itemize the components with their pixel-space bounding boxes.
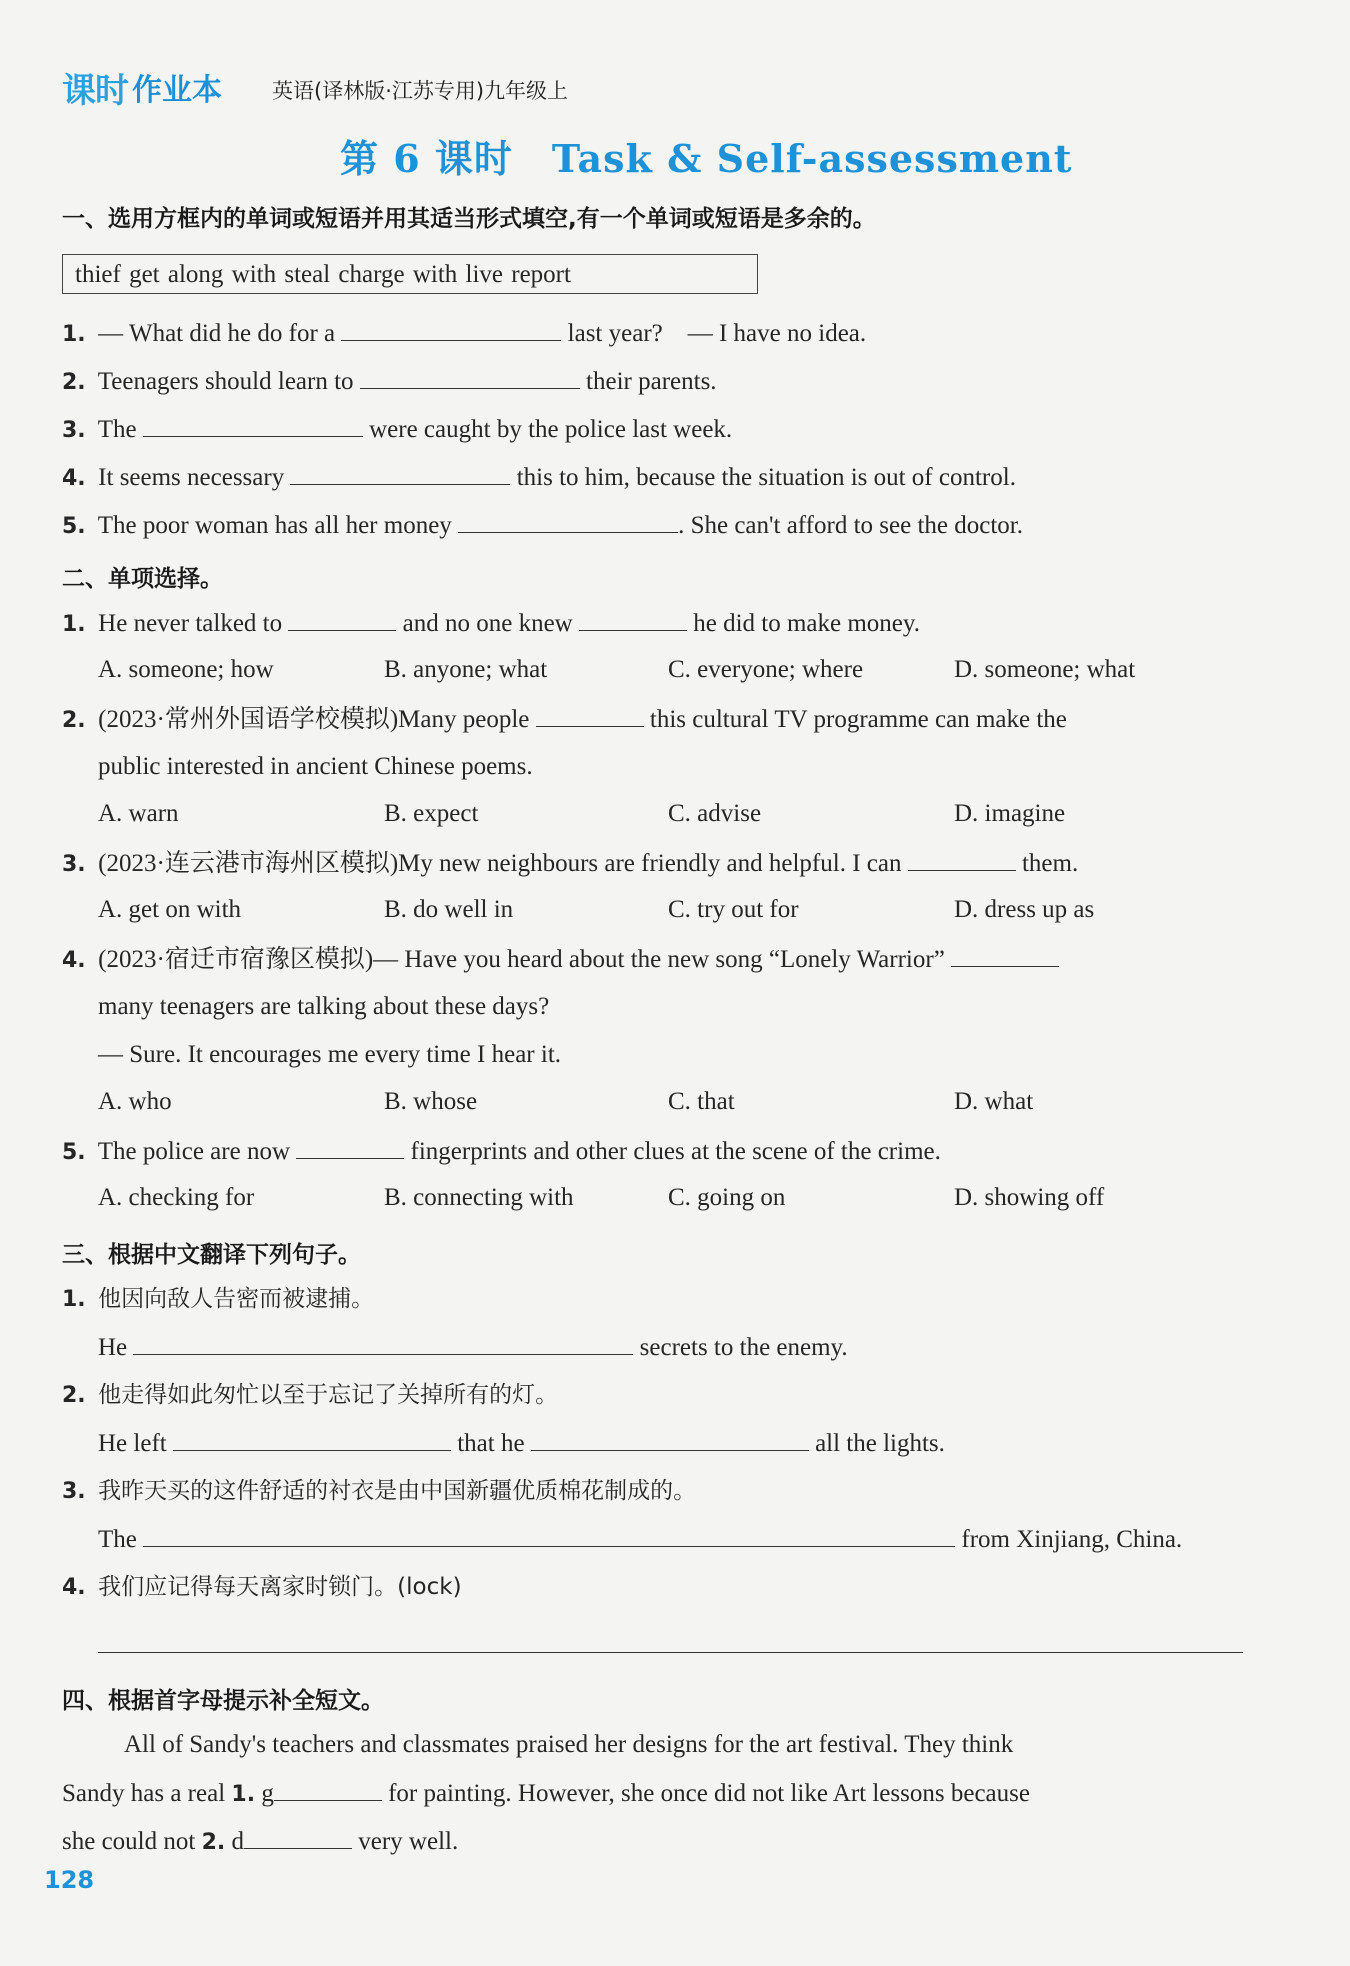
option-d[interactable]: D. imagine <box>954 800 1066 827</box>
q-text: from Xinjiang, China. <box>961 1526 1183 1553</box>
passage-line-1: All of Sandy's teachers and classmates praised her designs for the art festival. They think <box>124 1731 1014 1758</box>
q-text: he did to make money. <box>693 610 921 637</box>
s2-question-3 <box>62 848 1078 880</box>
answer-blank[interactable] <box>360 366 580 389</box>
chinese-sentence: 我们应记得每天离家时锁门。(lock) <box>98 1574 462 1600</box>
answer-blank[interactable] <box>290 462 510 485</box>
answer-blank[interactable] <box>143 1524 955 1547</box>
q-text: Teenagers should learn to <box>97 368 354 395</box>
answer-blank[interactable] <box>908 848 1016 871</box>
q-text: (2023·常州外国语学校模拟)Many people <box>98 706 530 733</box>
s2-question-2 <box>62 704 1067 736</box>
answer-blank[interactable] <box>133 1332 633 1355</box>
q-text: secrets to the enemy. <box>639 1334 848 1361</box>
s1-question-2 <box>62 366 717 398</box>
s2-question-5 <box>62 1136 941 1168</box>
q-text: He never talked to <box>98 610 283 637</box>
logo-text-a: 课时 <box>62 70 128 111</box>
s1-question-4 <box>62 462 1016 494</box>
series-logo <box>62 68 222 111</box>
s2-question-4 <box>62 944 1059 976</box>
q-text: she could not <box>62 1828 196 1855</box>
option-d[interactable]: D. what <box>954 1088 1034 1115</box>
q-text: The poor woman has all her money <box>97 512 452 539</box>
answer-blank[interactable] <box>288 608 396 631</box>
option-b[interactable]: B. do well in <box>384 896 514 923</box>
option-c[interactable]: C. try out for <box>668 896 799 923</box>
q-text: Sandy has a real <box>62 1780 226 1807</box>
page-number: 128 <box>44 1866 95 1894</box>
blank-number: 2. <box>201 1830 226 1855</box>
section-1-heading: 一、选用方框内的单词或短语并用其适当形式填空,有一个单词或短语是多余的。 <box>62 206 876 232</box>
answer-blank[interactable] <box>536 704 644 727</box>
option-a[interactable]: A. who <box>98 1088 172 1115</box>
chinese-sentence: 我昨天买的这件舒适的衬衣是由中国新疆优质棉花制成的。 <box>98 1478 697 1504</box>
q-text: and no one knew <box>402 610 573 637</box>
initial-letter: d <box>231 1828 244 1855</box>
q-text: this cultural TV programme can make the <box>649 706 1067 733</box>
q-text: all the lights. <box>815 1430 945 1457</box>
s3-question-3 <box>62 1476 696 1507</box>
q-number: 5. <box>62 514 86 539</box>
q-text-continued: — Sure. It encourages me every time I hear it. <box>98 1041 562 1068</box>
s3-question-1 <box>62 1284 374 1315</box>
option-c[interactable]: C. everyone; where <box>668 656 864 683</box>
q-text: for painting. However, she once did not like Art lessons because <box>388 1780 1030 1807</box>
q-number: 4. <box>62 948 86 973</box>
answer-blank[interactable] <box>579 608 687 631</box>
answer-blank[interactable] <box>341 318 561 341</box>
q-number: 3. <box>62 1479 86 1504</box>
option-b[interactable]: B. expect <box>384 800 479 827</box>
q-text: (2023·宿迁市宿豫区模拟)— Have you heard about the new song “Lonely Warrior” <box>98 946 945 973</box>
q-text: (2023·连云港市海州区模拟)My new neighbours are friendly and helpful. I can <box>98 850 902 877</box>
q-number: 4. <box>62 466 86 491</box>
q-number: 2. <box>62 370 86 395</box>
section-2-heading: 二、单项选择。 <box>62 566 223 592</box>
s3-answer-3 <box>98 1524 1182 1555</box>
q-text: He <box>98 1334 128 1361</box>
s3-answer-1 <box>98 1332 848 1363</box>
chinese-sentence: 他走得如此匆忙以至于忘记了关掉所有的灯。 <box>98 1382 559 1408</box>
option-a[interactable]: A. warn <box>98 800 179 827</box>
option-d[interactable]: D. showing off <box>954 1184 1105 1211</box>
section-4-heading: 四、根据首字母提示补全短文。 <box>62 1688 384 1714</box>
s3-question-4 <box>62 1572 462 1603</box>
q-number: 1. <box>62 1287 86 1312</box>
option-b[interactable]: B. whose <box>384 1088 478 1115</box>
q-text: He left <box>98 1430 167 1457</box>
answer-blank[interactable] <box>951 944 1059 967</box>
q-number: 2. <box>62 1383 86 1408</box>
q-number: 4. <box>62 1575 86 1600</box>
q-number: 1. <box>62 612 86 637</box>
option-d[interactable]: D. someone; what <box>954 656 1136 683</box>
q-text: their parents. <box>586 368 717 395</box>
option-b[interactable]: B. connecting with <box>384 1184 574 1211</box>
q-text: The <box>98 1526 137 1553</box>
lesson-title: 第 6 课时 Task & Self-assessment <box>340 136 1073 181</box>
q-text: It seems necessary <box>98 464 285 491</box>
q-number: 2. <box>62 708 86 733</box>
q-text: very well. <box>358 1828 459 1855</box>
answer-blank[interactable] <box>296 1136 404 1159</box>
s1-question-1 <box>62 318 866 350</box>
option-b[interactable]: B. anyone; what <box>384 656 548 683</box>
answer-blank[interactable] <box>143 414 363 437</box>
q-text: were caught by the police last week. <box>369 416 733 443</box>
q-number: 5. <box>62 1140 86 1165</box>
chinese-sentence: 他因向敌人告密而被逮捕。 <box>98 1286 375 1312</box>
blank-number: 1. <box>231 1782 256 1807</box>
logo-text-b: 作业本 <box>132 73 222 108</box>
answer-blank[interactable] <box>173 1428 451 1451</box>
answer-blank[interactable] <box>458 510 678 533</box>
s3-answer-2 <box>98 1428 945 1459</box>
answer-line[interactable] <box>98 1650 1243 1653</box>
section-3-heading: 三、根据中文翻译下列句子。 <box>62 1242 361 1268</box>
s1-question-3 <box>62 414 732 446</box>
q-text: . She can't afford to see the doctor. <box>678 512 1023 539</box>
book-subtitle: 英语(译林版·江苏专用)九年级上 <box>272 79 569 103</box>
q-number: 3. <box>62 852 86 877</box>
q-text-continued: many teenagers are talking about these days? <box>98 993 550 1020</box>
q-text-continued: public interested in ancient Chinese poems. <box>98 753 533 780</box>
option-d[interactable]: D. dress up as <box>954 896 1095 923</box>
option-c[interactable]: C. going on <box>668 1184 786 1211</box>
s3-question-2 <box>62 1380 558 1411</box>
q-text: — What did he do for a <box>98 320 336 347</box>
passage-line-3 <box>62 1826 458 1858</box>
q-text: fingerprints and other clues at the scene of the crime. <box>410 1138 941 1165</box>
q-text: this to him, because the situation is out of control. <box>516 464 1016 491</box>
q-text: last year? — I have no idea. <box>567 320 867 347</box>
initial-letter: g <box>261 1780 274 1807</box>
s1-question-5 <box>62 510 1023 542</box>
passage-line-2 <box>62 1778 1030 1810</box>
option-c[interactable]: C. that <box>668 1088 735 1115</box>
option-a[interactable]: A. someone; how <box>98 656 274 683</box>
option-a[interactable]: A. get on with <box>98 896 242 923</box>
q-text: that he <box>457 1430 525 1457</box>
q-number: 3. <box>62 418 86 443</box>
option-c[interactable]: C. advise <box>668 800 762 827</box>
option-a[interactable]: A. checking for <box>98 1184 255 1211</box>
q-text: them. <box>1021 850 1079 877</box>
q-text: The <box>97 416 137 443</box>
answer-blank[interactable] <box>244 1826 352 1849</box>
answer-blank[interactable] <box>274 1778 382 1801</box>
word-box: thief get along with steal charge with live report <box>62 254 758 294</box>
q-text: The police are now <box>97 1138 291 1165</box>
s2-question-1 <box>62 608 920 640</box>
q-number: 1. <box>62 322 86 347</box>
answer-blank[interactable] <box>531 1428 809 1451</box>
